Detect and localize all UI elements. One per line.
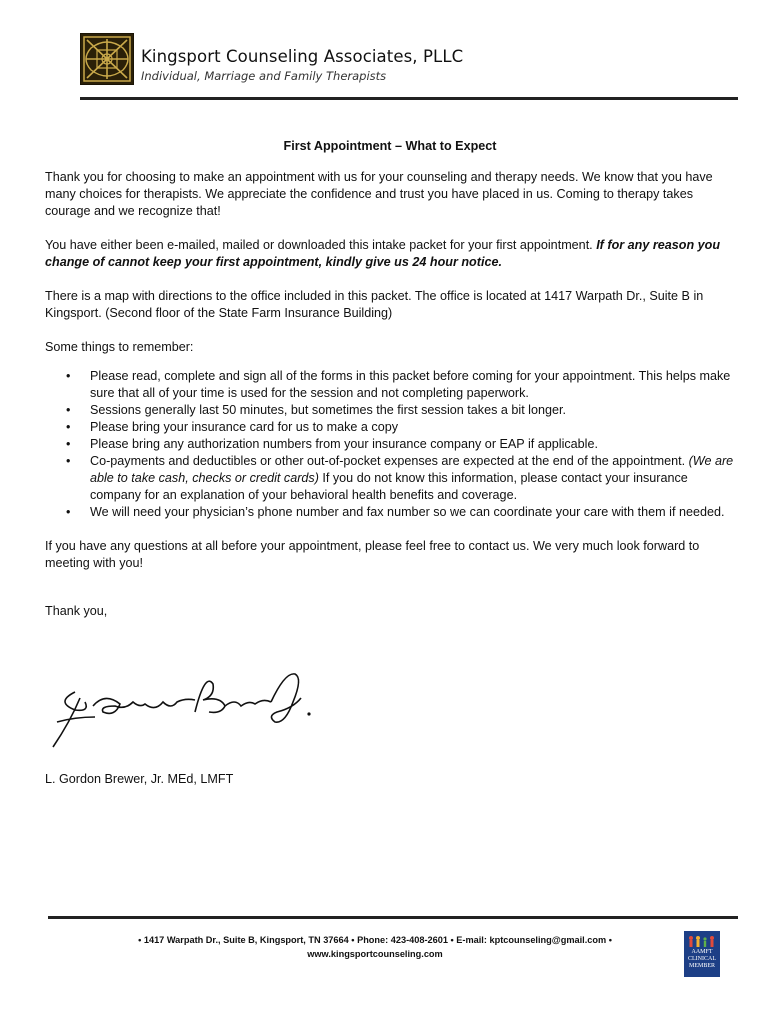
notice-text: You have either been e-mailed, mailed or downloaded this intake packet for your first appointment. — [45, 238, 597, 252]
company-name: Kingsport Counseling Associates, PLLC — [141, 47, 464, 66]
paragraph-closing: If you have any questions at all before your appointment, please feel free to contact us. We very much look forward to meeting with you! — [45, 539, 700, 570]
bullet-icon: • — [66, 437, 71, 451]
notice-emphasis: If for any reason you change of cannot keep your first appointment, kindly give us 24 hour notice. — [45, 238, 721, 269]
list-item-text: Sessions generally last 50 minutes, but sometimes the first session takes a bit longer. — [90, 403, 566, 417]
family-figures-icon — [687, 935, 717, 947]
payment-methods-note: (We are able to take cash, checks or credit cards) — [90, 454, 734, 485]
aamft-badge — [684, 931, 720, 977]
bullet-icon: • — [66, 454, 71, 468]
bullet-icon: • — [66, 403, 71, 417]
paragraph-remember: Some things to remember: — [45, 340, 194, 354]
signer-name: L. Gordon Brewer, Jr. MEd, LMFT — [45, 772, 234, 786]
list-item-text: If you do not know this information, please contact your insurance company for an explanation of your behavioral health benefits and coverage. — [90, 471, 688, 502]
list-item — [66, 402, 735, 419]
reminder-list — [45, 368, 735, 521]
letter-title: First Appointment – What to Expect — [283, 139, 497, 153]
list-item — [66, 436, 735, 453]
list-item — [66, 453, 735, 504]
list-item — [66, 419, 735, 436]
paragraph-notice — [45, 237, 735, 271]
list-item-text: We will need your physician’s phone number and fax number so we can coordinate your care with them if needed. — [90, 505, 725, 519]
footer-address: • 1417 Warpath Dr., Suite B, Kingsport, TN 37664 • Phone: 423-408-2601 • E-mail: kptcounseling@gmail.com • — [138, 935, 612, 945]
list-item-text: Please bring any authorization numbers from your insurance company or EAP if applicable. — [90, 437, 598, 451]
list-item — [66, 368, 735, 402]
badge-line-2: CLINICAL — [688, 956, 716, 962]
bullet-icon: • — [66, 505, 71, 519]
celtic-knot-icon — [81, 34, 133, 84]
footer-contact — [80, 933, 670, 961]
badge-line-3: MEMBER — [688, 963, 715, 969]
list-item-text: Please read, complete and sign all of the forms in this packet before coming for your appointment. This helps make sure that all of your time is used for the session and not completing paperwork. — [90, 369, 731, 400]
company-logo — [80, 33, 134, 85]
paragraph-intro: Thank you for choosing to make an appointment with us for your counseling and therapy needs. We know that you have many choices for therapists. We appreciate the confidence and trust you have placed in us. Coming to therapy takes courage and we recognize that! — [45, 170, 713, 218]
list-item — [66, 504, 735, 521]
list-item-text: Co-payments and deductibles or other out-of-pocket expenses are expected at the end of the appointment. — [90, 454, 689, 468]
footer-website: www.kingsportcounseling.com — [307, 949, 443, 959]
bullet-icon: • — [66, 369, 71, 383]
header-divider — [80, 97, 738, 100]
badge-line-1: AAMFT — [691, 949, 713, 955]
bullet-icon: • — [66, 420, 71, 434]
paragraph-directions: There is a map with directions to the office included in this packet. The office is located at 1417 Warpath Dr., Suite B in Kingsport. (Second floor of the State Farm Insurance Building) — [45, 289, 704, 320]
closing-salutation: Thank you, — [45, 604, 108, 618]
letter-body — [45, 138, 735, 637]
company-tagline: Individual, Marriage and Family Therapists — [141, 69, 387, 83]
footer-divider — [48, 916, 738, 919]
signature-image — [45, 662, 315, 754]
list-item-text: Please bring your insurance card for us to make a copy — [90, 420, 399, 434]
